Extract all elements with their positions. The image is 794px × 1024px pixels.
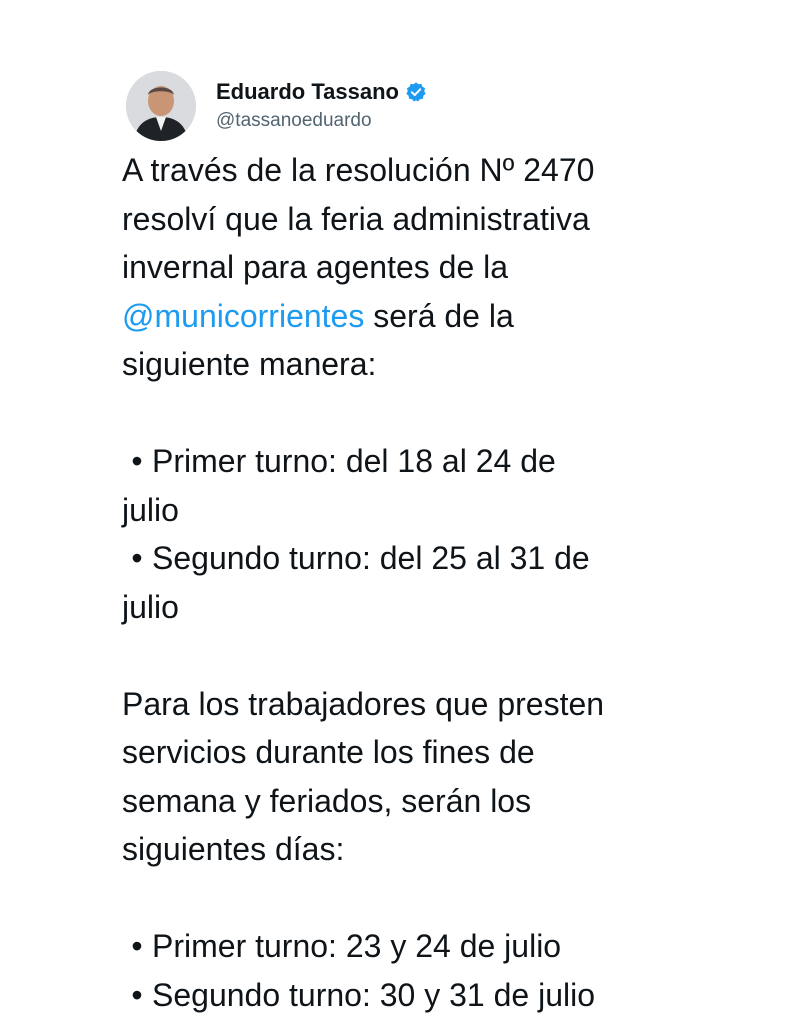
- tweet-line-rest: será de la: [364, 297, 514, 334]
- bullet: •: [131, 976, 143, 1013]
- bullet: •: [131, 540, 143, 576]
- tweet-line: resolví que la feria administrativa: [122, 200, 590, 237]
- tweet-line: servicios durante los fines de: [122, 734, 535, 770]
- tweet-header: [126, 66, 427, 146]
- tweet-line: Para los trabajadores que presten: [122, 685, 605, 722]
- bullet: •: [131, 928, 143, 964]
- tweet-line: A través de la resolución Nº 2470: [122, 152, 595, 188]
- display-name[interactable]: Eduardo Tassano: [216, 79, 399, 104]
- list-item: [122, 971, 762, 1020]
- list-item: [122, 922, 762, 971]
- list-item: [122, 534, 762, 583]
- tweet-line: siguiente manera:: [122, 346, 377, 382]
- list-item-text: Primer turno: 23 y 24 de julio: [152, 928, 562, 964]
- list-item-text: Segundo turno: 30 y 31 de julio: [152, 976, 595, 1013]
- user-names: [216, 78, 427, 134]
- profile-avatar-icon: [126, 71, 196, 141]
- name-row: [216, 78, 427, 106]
- list-item: [122, 437, 762, 486]
- list-item-continuation: julio: [122, 588, 179, 625]
- user-handle[interactable]: @tassanoeduardo: [216, 110, 372, 131]
- tweet-line: invernal para agentes de la: [122, 249, 509, 285]
- paragraph-gap: [122, 389, 762, 438]
- tweet-line: siguientes días:: [122, 831, 345, 867]
- list-item-continuation: julio: [122, 491, 179, 528]
- mention-link[interactable]: @municorrientes: [122, 297, 365, 334]
- list-item-text: Primer turno: del 18 al 24 de: [152, 443, 556, 479]
- bullet: •: [131, 443, 143, 479]
- verified-badge-icon: [405, 81, 427, 103]
- paragraph-gap: [122, 874, 762, 923]
- list-item-text: Segundo turno: del 25 al 31 de: [152, 540, 590, 576]
- paragraph-gap: [122, 631, 762, 680]
- avatar[interactable]: [126, 71, 196, 141]
- tweet-body: [122, 146, 762, 1019]
- tweet-line-with-mention: [122, 292, 762, 341]
- tweet-line: semana y feriados, serán los: [122, 782, 532, 819]
